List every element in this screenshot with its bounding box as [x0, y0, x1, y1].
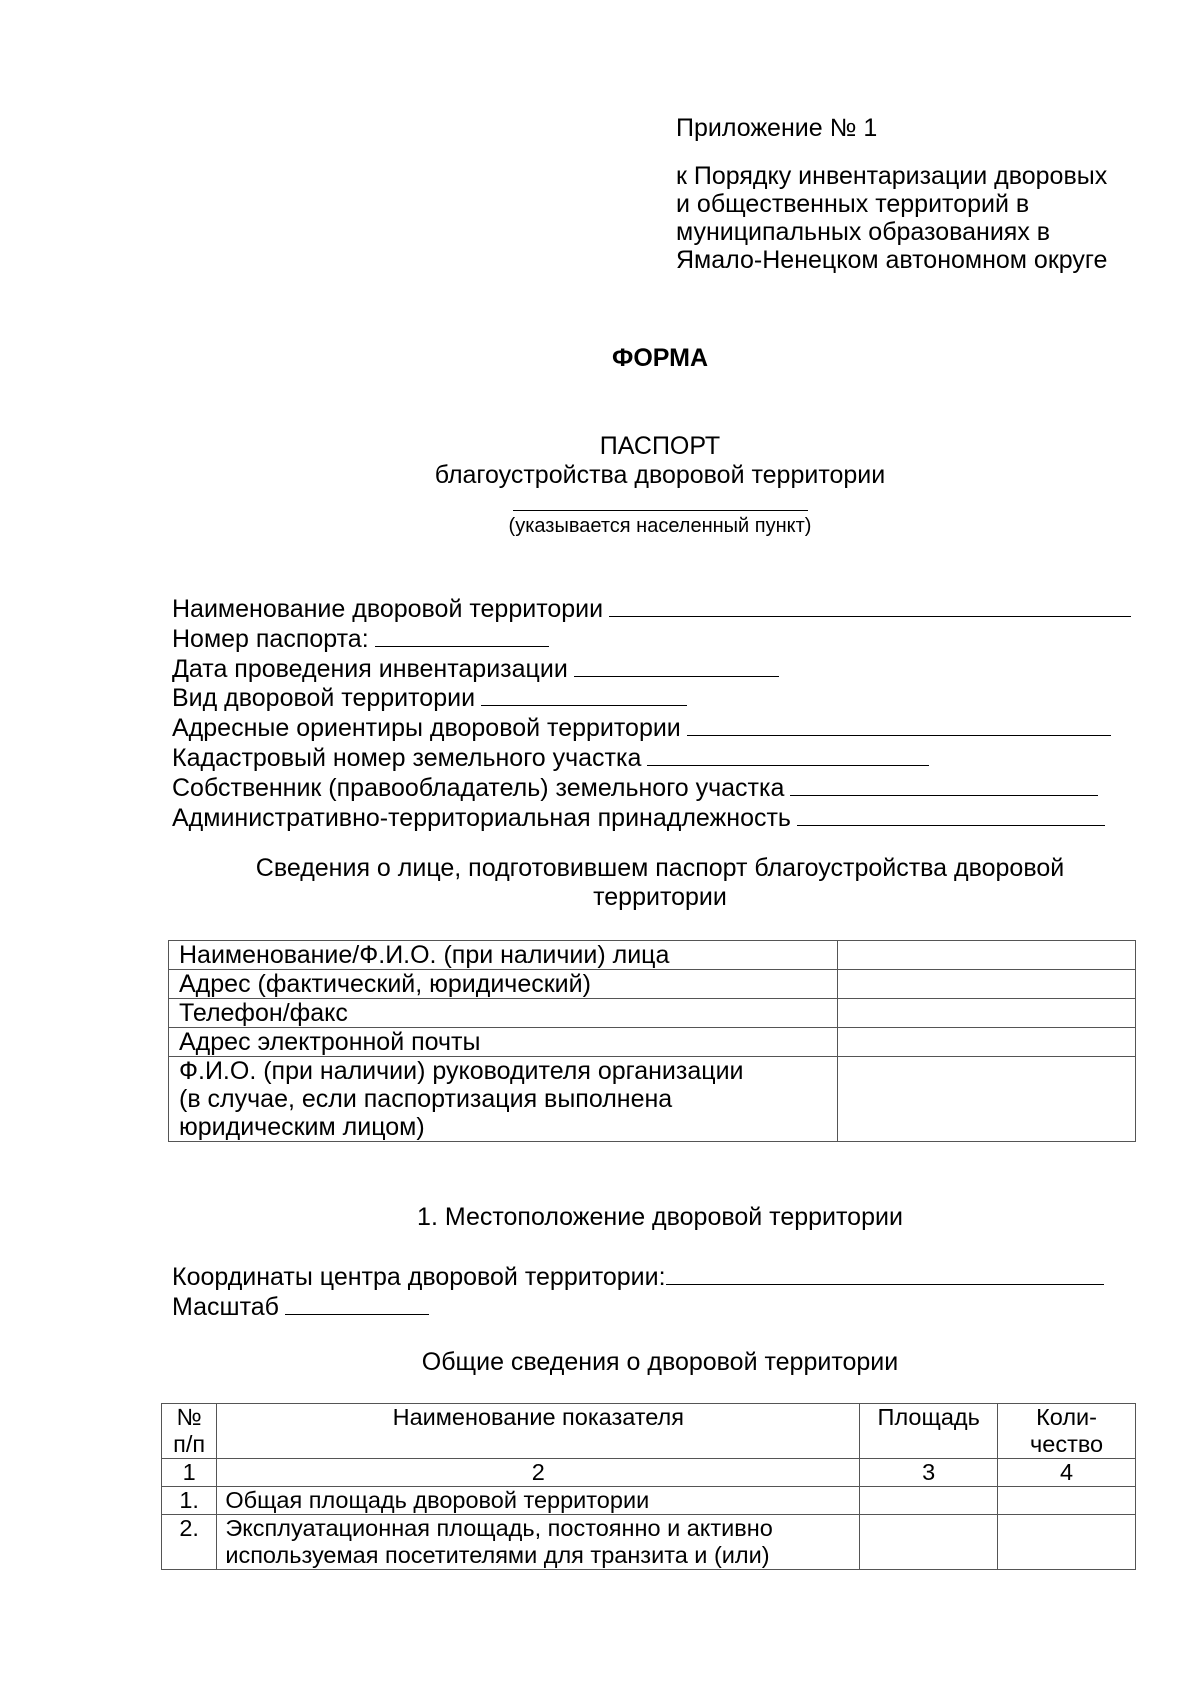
table-cell-label [169, 1057, 838, 1142]
field-row [172, 1262, 1104, 1292]
header-line: п/п [173, 1431, 206, 1457]
field-label: Дата проведения инвентаризации [172, 654, 568, 683]
field-row [172, 683, 1172, 713]
fill-in-blank [790, 773, 1098, 796]
coords-label: Координаты центра дворовой территории: [172, 1263, 666, 1291]
row-quantity[interactable] [998, 1487, 1136, 1515]
row-name [217, 1515, 860, 1570]
table-cell-value[interactable] [838, 999, 1136, 1028]
row-quantity[interactable] [998, 1515, 1136, 1570]
column-number: 1 [162, 1459, 217, 1487]
preparer-table [168, 940, 1136, 1142]
header-area: Площадь [860, 1404, 998, 1459]
column-number: 2 [217, 1459, 860, 1487]
table-header-row [162, 1404, 1136, 1459]
table-cell-label: Адрес электронной почты [169, 1028, 838, 1057]
fill-in-blank [574, 654, 779, 677]
table-row [169, 941, 1136, 970]
table-cell-value[interactable] [838, 970, 1136, 999]
preparer-heading-line: территории [593, 883, 727, 911]
passport-title: ПАСПОРТ [599, 432, 721, 460]
appendix-line: и общественных территорий в [676, 190, 1030, 218]
fill-in-blank [609, 594, 1131, 617]
field-label: Собственник (правообладатель) земельного участка [172, 773, 785, 802]
field-row [172, 743, 1172, 773]
table-row [169, 1057, 1136, 1142]
table-row [162, 1515, 1136, 1570]
row-area[interactable] [860, 1515, 998, 1570]
table-cell-line: юридическим лицом) [179, 1113, 425, 1141]
settlement-blank-line [513, 510, 808, 511]
preparer-heading-line: Сведения о лице, подготовившем паспорт благоустройства дворовой [255, 854, 1065, 882]
field-row [172, 654, 1172, 684]
field-label: Административно-территориальная принадлежность [172, 803, 791, 832]
fill-in-blank [687, 713, 1111, 736]
table-row [169, 1028, 1136, 1057]
row-name-line: Эксплуатационная площадь, постоянно и активно [225, 1515, 773, 1541]
header-number [162, 1404, 217, 1459]
field-row [172, 1292, 1104, 1322]
row-number: 2. [162, 1515, 217, 1570]
table-cell-value[interactable] [838, 1057, 1136, 1142]
table-row [169, 999, 1136, 1028]
location-fields [172, 1262, 1104, 1322]
row-number: 1. [162, 1487, 217, 1515]
table-cell-line: Ф.И.О. (при наличии) руководителя организации [179, 1057, 744, 1085]
table-cell-line: (в случае, если паспортизация выполнена [179, 1085, 673, 1113]
row-name: Общая площадь дворовой территории [217, 1487, 860, 1515]
field-label: Кадастровый номер земельного участка [172, 743, 642, 772]
column-number: 4 [998, 1459, 1136, 1487]
table-cell-label: Адрес (фактический, юридический) [169, 970, 838, 999]
passport-fields [172, 594, 1172, 832]
field-row [172, 713, 1172, 743]
header-line: чество [1030, 1431, 1104, 1457]
field-label: Наименование дворовой территории [172, 595, 604, 623]
field-label: Вид дворовой территории [172, 684, 476, 713]
settlement-note: (указывается населенный пункт) [508, 515, 812, 537]
appendix-line: Ямало-Ненецком автономном округе [676, 246, 1108, 274]
field-row [172, 624, 1172, 654]
table-cell-label: Наименование/Ф.И.О. (при наличии) лица [169, 941, 838, 970]
row-area[interactable] [860, 1487, 998, 1515]
form-label: ФОРМА [611, 344, 708, 372]
row-name-line: используемая посетителями для транзита и (или) [225, 1542, 770, 1568]
passport-title-block [170, 432, 1150, 490]
header-line: Коли- [1036, 1404, 1098, 1430]
table-row [169, 970, 1136, 999]
field-row [172, 803, 1172, 833]
appendix-line: муниципальных образованиях в [676, 218, 1051, 246]
column-number: 3 [860, 1459, 998, 1487]
passport-subtitle: благоустройства дворовой территории [434, 461, 886, 489]
header-quantity [998, 1404, 1136, 1459]
table-cell-value[interactable] [838, 941, 1136, 970]
fill-in-blank [481, 683, 687, 706]
appendix-block [676, 114, 1146, 274]
fill-in-blank [285, 1292, 429, 1315]
fill-in-blank [647, 743, 929, 766]
header-name: Наименование показателя [217, 1404, 860, 1459]
fill-in-blank [666, 1262, 1104, 1285]
table-row [162, 1487, 1136, 1515]
fill-in-blank [797, 803, 1105, 826]
table-cell-value[interactable] [838, 1028, 1136, 1057]
general-info-table [161, 1403, 1136, 1570]
field-label: Номер паспорта: [172, 624, 369, 653]
section-1-title: 1. Местоположение дворовой территории [417, 1203, 903, 1231]
preparer-heading [170, 854, 1150, 912]
table-cell-label: Телефон/факс [169, 999, 838, 1028]
header-line: № [176, 1404, 202, 1430]
field-row [172, 773, 1172, 803]
appendix-number: Приложение № 1 [676, 114, 878, 142]
field-label: Адресные ориентиры дворовой территории [172, 714, 681, 743]
field-row [172, 594, 1172, 624]
column-number-row [162, 1459, 1136, 1487]
scale-label: Масштаб [172, 1292, 279, 1321]
general-info-heading: Общие сведения о дворовой территории [421, 1348, 899, 1376]
appendix-line: к Порядку инвентаризации дворовых [676, 162, 1108, 190]
fill-in-blank [375, 624, 549, 647]
